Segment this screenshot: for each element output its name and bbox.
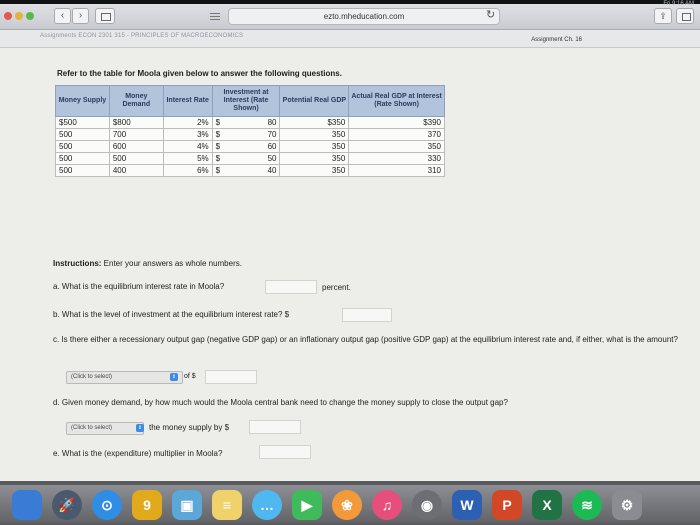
- table-cell: 6%: [163, 165, 212, 177]
- assignment-label: Assignment Ch. 16: [531, 37, 582, 43]
- table-cell: 600: [109, 141, 163, 153]
- instructions-text: Enter your answers as whole numbers.: [101, 259, 242, 268]
- question-d-suffix: the money supply by $: [149, 423, 230, 432]
- notes-icon[interactable]: ≡: [212, 490, 242, 520]
- table-cell: $: [212, 129, 228, 141]
- photo-app-icon[interactable]: ❀: [332, 490, 362, 520]
- table-cell: $: [212, 153, 228, 165]
- header-investment: Investment at Interest (Rate Shown): [212, 86, 280, 117]
- table-cell: 350: [280, 165, 349, 177]
- question-page: [0, 48, 700, 481]
- address-bar[interactable]: [228, 8, 500, 25]
- header-money-demand: Money Demand: [109, 86, 163, 117]
- table-row: [56, 117, 445, 129]
- table-cell: 310: [349, 165, 445, 177]
- select-arrows-icon[interactable]: ⇕: [137, 425, 143, 431]
- table-cell: 500: [56, 153, 110, 165]
- table-cell: 4%: [163, 141, 212, 153]
- moola-table: [55, 85, 445, 177]
- table-cell: 370: [349, 129, 445, 141]
- url-text: ezto.mheducation.com: [323, 12, 405, 21]
- sidebar-toggle-button[interactable]: [95, 8, 115, 24]
- table-cell: 500: [56, 165, 110, 177]
- facetime-icon[interactable]: ▶: [292, 490, 322, 520]
- question-d: d. Given money demand, by how much would the Moola central bank need to change the money supply to close the output gap?: [53, 398, 508, 407]
- table-header-row: [56, 86, 445, 117]
- header-actual-gdp: Actual Real GDP at Interest (Rate Shown): [349, 86, 445, 117]
- zoom-window-icon[interactable]: [26, 12, 34, 20]
- forward-button[interactable]: [72, 8, 89, 24]
- table-cell: 60: [228, 141, 280, 153]
- table-cell: 70: [228, 129, 280, 141]
- money-change-select-label: (Click to select): [71, 425, 113, 431]
- close-window-icon[interactable]: [4, 12, 12, 20]
- answer-b-input[interactable]: [342, 308, 392, 322]
- table-cell: 350: [280, 141, 349, 153]
- site-header: [0, 30, 700, 48]
- question-b: b. What is the level of investment at the equilibrium interest rate? $: [53, 310, 290, 319]
- safari-icon[interactable]: ⊙: [92, 490, 122, 520]
- chrome-icon[interactable]: 9: [132, 490, 162, 520]
- table-cell: $: [212, 165, 228, 177]
- share-button[interactable]: [654, 8, 672, 24]
- powerpoint-icon[interactable]: P: [492, 490, 522, 520]
- table-row: [56, 129, 445, 141]
- menu-bar-clock: Fri 9:16 AM: [663, 1, 694, 7]
- header-money-supply: Money Supply: [56, 86, 110, 117]
- table-cell: $800: [109, 117, 163, 129]
- reader-view-icon[interactable]: [210, 13, 220, 20]
- table-cell: $: [212, 117, 228, 129]
- answer-e-input[interactable]: [259, 445, 311, 459]
- question-a: a. What is the equilibrium interest rate in Moola?: [53, 282, 225, 291]
- select-arrows-icon[interactable]: ⇕: [171, 374, 177, 380]
- table-cell: $350: [280, 117, 349, 129]
- table-cell: 330: [349, 153, 445, 165]
- table-cell: 3%: [163, 129, 212, 141]
- answer-a-unit: percent.: [322, 283, 351, 292]
- table-cell: 400: [109, 165, 163, 177]
- dock: [0, 481, 700, 525]
- finder-icon[interactable]: [12, 490, 42, 520]
- chevron-left-icon: ‹: [60, 10, 65, 21]
- table-cell: 500: [56, 141, 110, 153]
- table-cell: 2%: [163, 117, 212, 129]
- photos-icon[interactable]: ▣: [172, 490, 202, 520]
- table-cell: 350: [280, 129, 349, 141]
- excel-icon[interactable]: X: [532, 490, 562, 520]
- table-row: [56, 165, 445, 177]
- question-prompt: Refer to the table for Moola given below to answer the following questions.: [57, 69, 342, 78]
- table-row: [56, 141, 445, 153]
- table-cell: 350: [280, 153, 349, 165]
- table-cell: 700: [109, 129, 163, 141]
- breadcrumb[interactable]: Assignments ECON 2301 315 - PRINCIPLES OF MACROECONOMICS: [40, 33, 244, 39]
- table-cell: $390: [349, 117, 445, 129]
- header-potential-gdp: Potential Real GDP: [280, 86, 349, 117]
- spotify-icon[interactable]: ≋: [572, 490, 602, 520]
- gap-type-select[interactable]: [66, 371, 183, 384]
- table-cell: 50: [228, 153, 280, 165]
- table-cell: $: [212, 141, 228, 153]
- question-c-suffix: of $: [184, 373, 196, 380]
- back-button[interactable]: [54, 8, 71, 24]
- table-cell: 500: [109, 153, 163, 165]
- table-cell: 350: [349, 141, 445, 153]
- answer-a-input[interactable]: [265, 280, 317, 294]
- reload-icon[interactable]: ↻: [486, 9, 496, 21]
- answer-d-input[interactable]: [249, 420, 301, 434]
- share-icon: ⇪: [659, 11, 667, 21]
- quicktime-icon[interactable]: ◉: [412, 490, 442, 520]
- table-cell: $500: [56, 117, 110, 129]
- system-prefs-icon[interactable]: ⚙: [612, 490, 642, 520]
- table-body: [56, 117, 445, 177]
- table-cell: 40: [228, 165, 280, 177]
- header-interest-rate: Interest Rate: [163, 86, 212, 117]
- money-change-select[interactable]: [66, 422, 144, 435]
- minimize-window-icon[interactable]: [15, 12, 23, 20]
- table-cell: 80: [228, 117, 280, 129]
- chevron-right-icon: ›: [78, 10, 83, 21]
- music-icon[interactable]: ♫: [372, 490, 402, 520]
- gap-type-select-label: (Click to select): [71, 374, 113, 380]
- table-cell: 500: [56, 129, 110, 141]
- menu-bar: [0, 0, 700, 8]
- messages-icon[interactable]: …: [252, 490, 282, 520]
- instructions-label: Instructions:: [53, 259, 102, 268]
- show-tabs-button[interactable]: [676, 8, 694, 24]
- word-icon[interactable]: W: [452, 490, 482, 520]
- instructions: [53, 259, 242, 268]
- table-cell: 5%: [163, 153, 212, 165]
- table-row: [56, 153, 445, 165]
- answer-c-input[interactable]: [205, 370, 257, 384]
- question-c: c. Is there either a recessionary output gap (negative GDP gap) or an inflationary output gap (positive GDP gap) at the equilibrium interest rate and, if either, what is the amount?: [53, 335, 678, 344]
- question-e: e. What is the (expenditure) multiplier in Moola?: [53, 449, 223, 458]
- launchpad-icon[interactable]: 🚀: [52, 490, 82, 520]
